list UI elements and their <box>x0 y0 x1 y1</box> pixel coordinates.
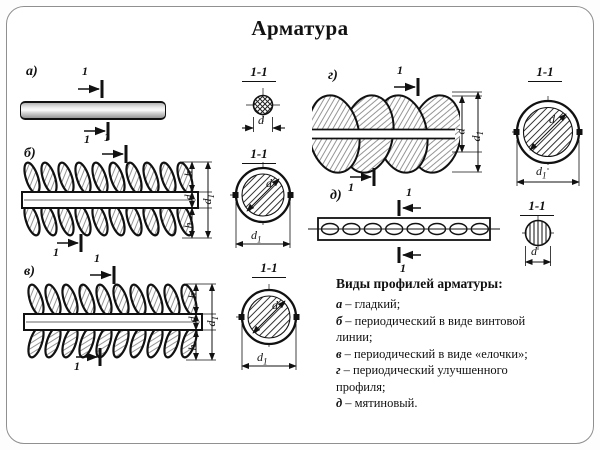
rebar-b-helical-drawing <box>18 160 202 240</box>
cut-mark-1-number: 1 <box>74 359 80 373</box>
dimension-d-label: d <box>181 194 196 201</box>
cut-mark-1-number: 1 <box>406 185 412 199</box>
dimension-d1-label: $d_1$ <box>468 130 486 142</box>
legend-item-d: д – мятиновый. <box>336 396 418 410</box>
cut-mark-1-number: 1 <box>94 251 100 265</box>
legend-heading: Виды профилей арматуры: <box>336 276 503 291</box>
figure-g-label: г) <box>328 68 338 83</box>
section-b-label: 1-1 <box>242 146 276 164</box>
page-title: Арматура <box>251 16 349 40</box>
section-a-label: 1-1 <box>242 64 276 82</box>
figure-b-label: б) <box>24 146 36 161</box>
rebar-v-herringbone-drawing <box>18 282 206 362</box>
cross-section-b <box>228 160 304 256</box>
cut-mark-1-number: 1 <box>82 64 88 78</box>
cross-section-g <box>510 94 590 194</box>
dimension-d-label: d <box>549 112 555 126</box>
dimension-d1-label: $d_1$ <box>257 350 268 367</box>
legend-item-b: б – периодический в виде винтовой линии; <box>336 313 526 344</box>
dimension-h-label: h <box>181 170 196 177</box>
dimension-d1-label: $d_1$ <box>199 193 217 205</box>
cross-section-v <box>234 282 310 378</box>
dimension-d1-label: $d_1$ <box>203 315 221 327</box>
section-cut-marker <box>76 78 106 100</box>
rebar-g-improved-drawing <box>312 90 460 178</box>
dimension-d-label: d <box>453 128 468 135</box>
legend-block <box>336 276 560 412</box>
dimension-d1-label: $d_1$ <box>536 164 547 181</box>
figure-d-label: д) <box>330 188 342 203</box>
dimension-d-label: d <box>272 298 278 312</box>
cut-mark-1-number: 1 <box>53 245 59 259</box>
section-g-label: 1-1 <box>528 64 562 82</box>
cut-mark-1-number: 1 <box>104 130 110 144</box>
section-cut-marker <box>55 232 85 254</box>
dimension-h-label: h <box>181 222 196 229</box>
dimension-d-label: d <box>185 316 200 323</box>
rebar-a-smooth-rod <box>20 101 166 120</box>
section-d-label: 1-1 <box>520 198 554 216</box>
dimension-h-label: h <box>185 344 200 351</box>
legend-item-a: а – гладкий; <box>336 297 401 311</box>
dimension-d-label: d <box>531 244 537 258</box>
cross-section-a <box>240 84 288 136</box>
cut-mark-1-number: 1 <box>400 261 406 275</box>
dimension-d-label: d <box>266 176 272 190</box>
cut-mark-1-number: 1 <box>84 132 90 146</box>
legend-item-g: г – периодический улучшенного профиля; <box>336 363 508 394</box>
dimension-d-label: d <box>258 113 264 127</box>
dimension-h-label: h <box>185 292 200 299</box>
dimension-d1-label: $d_1$ <box>251 228 262 245</box>
figure-v-label: в) <box>24 264 35 279</box>
figure-a-label: а) <box>26 64 38 79</box>
section-v-label: 1-1 <box>252 260 286 278</box>
cut-mark-1-number: 1 <box>348 180 354 194</box>
legend-item-v: в – периодический в виде «елочки»; <box>336 346 528 361</box>
cut-mark-1-number: 1 <box>397 63 403 77</box>
rebar-d-strip-drawing <box>308 212 504 246</box>
cross-section-d <box>516 214 562 270</box>
